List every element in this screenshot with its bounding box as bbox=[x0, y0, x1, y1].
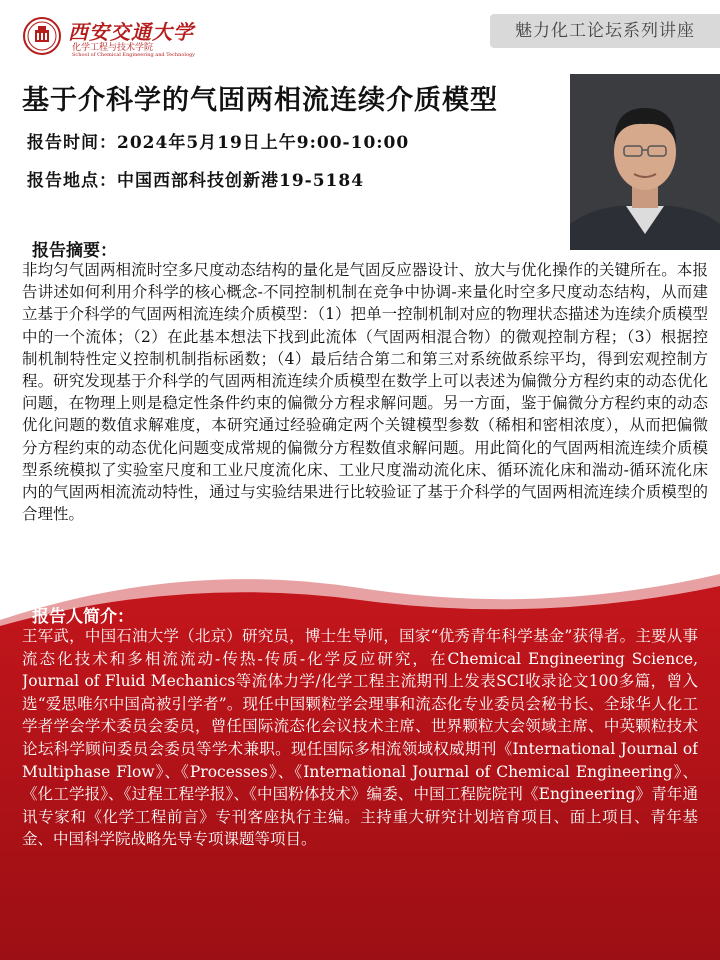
report-place-label: 报告地点： bbox=[27, 171, 117, 191]
logo-school-name: 化学工程与技术学院 bbox=[72, 43, 154, 53]
speaker-portrait-icon bbox=[570, 74, 720, 250]
logo-school-name-en: School of Chemical Engineering and Technology bbox=[72, 52, 196, 58]
report-place bbox=[27, 166, 364, 191]
bio-text: 王军武，中国石油大学（北京）研究员，博士生导师，国家“优秀青年科学基金”获得者。主要从事流态化技术和多相流流动-传热-传质-化学反应研究，在Chemical Engineering Science, Journal of Fluid Mechanics等流体力学/化学工程主流期刊上发表SCI收录论文100多篇，曾入选“爱思唯尔中国高被引学者”。现任中国颗粒学会理事和流态化专业委员会秘书长、全球华人化工学者学会学术委员会委员，曾任国际流态化会议技术主席、世界颗粒大会领域主席、中英颗粒技术论坛科学顾问委员会委员等学术兼职。现任国际多相流领域权威期刊《International Journal of Multiphase Flow》、《Processes》、《International Journal of Chemical Engineering》、《化工学报》、《过程工程学报》、《中国粉体技术》编委、中国工程院院刊《Engineering》青年通讯专家和《化学工程前言》专刊客座执行主编。主持重大研究计划培育项目、面上项目、青年基金、中国科学院战略先导专项课题等项目。 bbox=[22, 627, 698, 849]
university-emblem-icon bbox=[22, 16, 62, 56]
abstract-text: 非均匀气固两相流时空多尺度动态结构的量化是气固反应器设计、放大与优化操作的关键所在。本报告讲述如何利用介科学的核心概念-不同控制机制在竞争中协调-来量化时空多尺度动态结构，从而建立基于介科学的气固两相流连续介质模型：（1）把单一控制机制对应的物理状态描述为连续介质模型中的一个流体；（2）在此基本想法下找到此流体（气固两相混合物）的微观控制方程；（3）根据控制机制特性定义控制机制指标函数；（4）最后结合第二和第三对系统做系综平均，得到宏观控制方程。研究发现基于介科学的气固两相流连续介质模型在数学上可以表述为偏微分方程约束的动态优化问题，在物理上则是稳定性条件约束的偏微分方程求解问题。另一方面，鉴于偏微分方程约束的动态优化问题的数值求解难度，本研究通过经验确定两个关键模型参数（稀相和密相浓度），从而把偏微分方程约束的动态优化问题变成常规的偏微分方程数值求解问题。用此简化的气固两相流连续介质模型系统模拟了实验室尺度和工业尺度流化床、工业尺度湍动流化床、循环流化床和湍动-循环流化床内的气固两相流流动特性，通过与实验结果进行比较验证了基于介科学的气固两相流连续介质模型的合理性。 bbox=[22, 261, 708, 524]
abstract-heading: 报告摘要： bbox=[32, 241, 117, 261]
bio-heading: 报告人简介： bbox=[32, 607, 134, 627]
university-logo bbox=[22, 14, 202, 60]
logo-university-name: 西安交通大学 bbox=[68, 20, 194, 44]
report-time-label: 报告时间： bbox=[27, 133, 117, 153]
report-place-value: 中国西部科技创新港19-5184 bbox=[117, 171, 365, 191]
report-time-value: 2024年5月19日上午9:00-10:00 bbox=[117, 133, 410, 153]
lecture-series-badge: 魅力化工论坛系列讲座 bbox=[490, 14, 720, 48]
report-time bbox=[27, 128, 409, 153]
page-title: 基于介科学的气固两相流连续介质模型 bbox=[22, 85, 498, 116]
speaker-photo bbox=[570, 74, 720, 250]
